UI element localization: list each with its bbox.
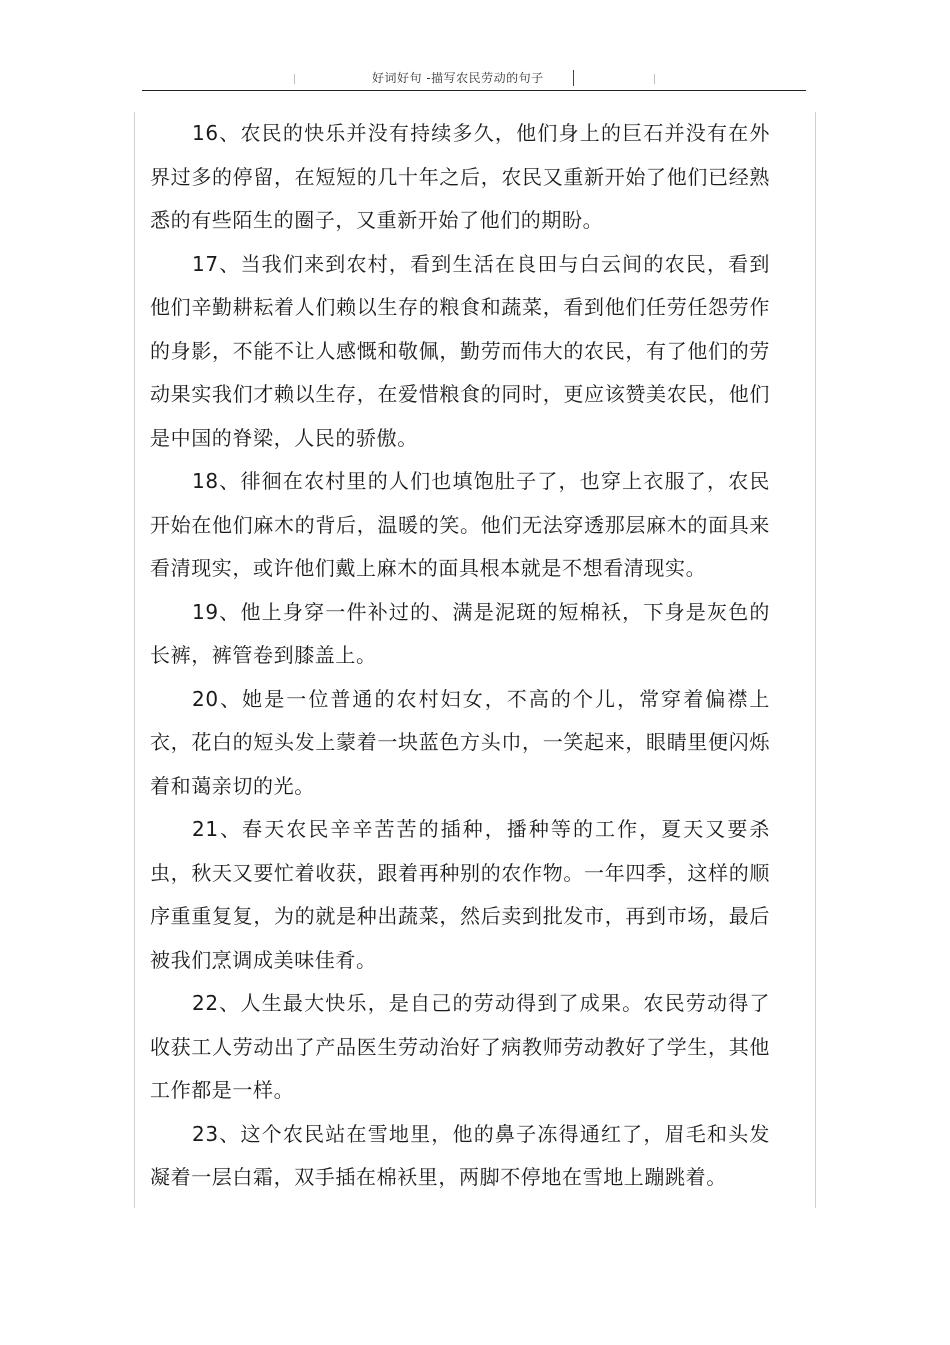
document-body — [150, 112, 770, 1200]
paragraph-16: 16、农民的快乐并没有持续多久，他们身上的巨石并没有在外界过多的停留，在短短的几十年之后，农民又重新开始了他们已经熟悉的有些陌生的圈子，又重新开始了他们的期盼。 — [150, 121, 770, 232]
margin-line-right — [815, 112, 816, 1208]
margin-line-left — [134, 112, 135, 1208]
paragraph-18: 18、徘徊在农村里的人们也填饱肚子了，也穿上衣服了，农民开始在他们麻木的背后，温暖的笑。他们无法穿透那层麻木的面具来看清现实，或许他们戴上麻木的面具根本就是不想看清现实。 — [150, 469, 770, 580]
paragraph-21: 21、春天农民辛辛苦苦的插种，播种等的工作，夏天又要杀虫，秋天又要忙着收获，跟着再种别的农作物。一年四季，这样的顺序重重复复，为的就是种出蔬菜，然后卖到批发市，再到市场，最后被我们烹调成美味佳肴。 — [150, 817, 770, 972]
header-rule — [142, 90, 806, 91]
paragraph-22: 22、人生最大快乐，是自己的劳动得到了成果。农民劳动得了收获工人劳动出了产品医生劳动治好了病教师劳动教好了学生，其他工作都是一样。 — [150, 991, 770, 1102]
paragraph-20: 20、她是一位普通的农村妇女，不高的个儿，常穿着偏襟上衣，花白的短头发上蒙着一块蓝色方头巾，一笑起来，眼睛里便闪烁着和蔼亲切的光。 — [150, 686, 770, 798]
page-header — [0, 66, 950, 90]
header-title: 好词好句 -描写农民劳动的句子 — [372, 71, 544, 85]
paragraph-17: 17、当我们来到农村，看到生活在良田与白云间的农民，看到他们辛勤耕耘着人们赖以生存的粮食和蔬菜，看到他们任劳任怨劳作的身影，不能不让人感慨和敬佩，勤劳而伟大的农民，有了他们的劳动果实我们才赖以生存，在爱惜粮食的同时，更应该赞美农民，他们是中国的脊梁，人民的骄傲。 — [150, 251, 770, 450]
paragraph-19: 19、他上身穿一件补过的、满是泥斑的短棉袄，下身是灰色的长裤，裤管卷到膝盖上。 — [150, 599, 770, 667]
header-tick-right — [654, 74, 655, 84]
header-tick-left — [294, 74, 295, 84]
paragraph-23: 23、这个农民站在雪地里，他的鼻子冻得通红了，眉毛和头发凝着一层白霜，双手插在棉袄里，两脚不停地在雪地上蹦跳着。 — [150, 1121, 770, 1189]
header-cursor-mark — [573, 70, 576, 86]
